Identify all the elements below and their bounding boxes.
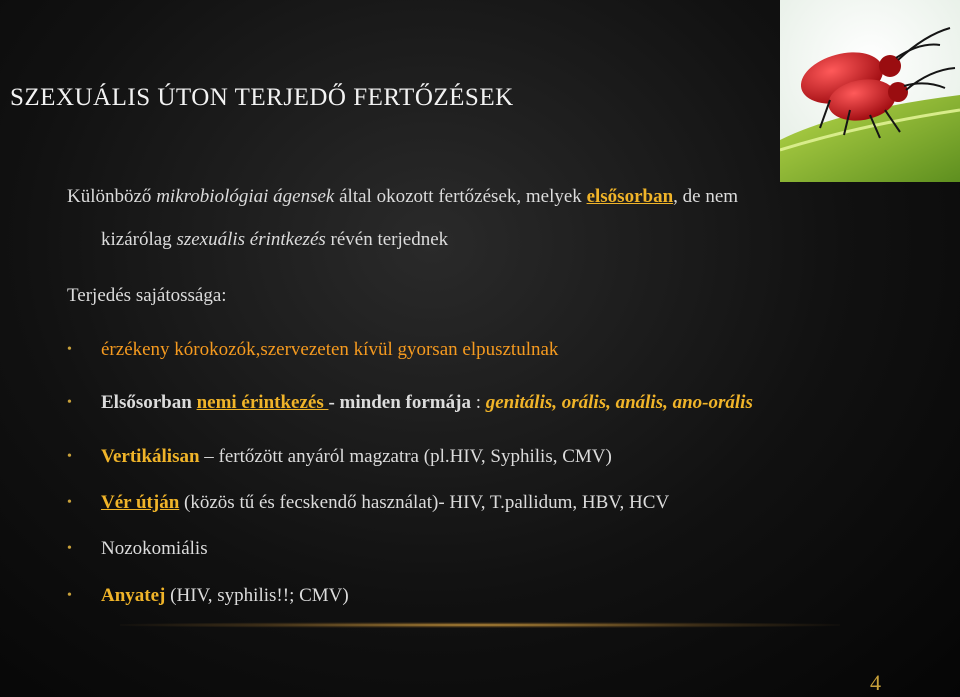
bullet-item: • Vertikálisan – fertőzött anyáról magzatra (pl.HIV, Syphilis, CMV) — [67, 446, 612, 467]
intro-line-3: Terjedés sajátossága: — [67, 285, 227, 306]
bullet-icon: • — [67, 588, 72, 603]
intro-line-1: Különböző mikrobiológiai ágensek által okozott fertőzések, melyek elsősorban, de nem — [67, 186, 739, 207]
bullet-item: • Vér útján (közös tű és fecskendő használat)- HIV, T.pallidum, HBV, HCV — [67, 492, 670, 513]
bullet-icon: • — [67, 449, 72, 464]
bullet-item: • Nozokomiális — [67, 538, 208, 559]
bullet-item: • Elsősorban nemi érintkezés - minden formája : genitális, orális, anális, ano-orális — [67, 392, 753, 413]
gold-divider — [120, 622, 840, 628]
page-number: 4 — [870, 670, 881, 695]
intro-line-2: kizárólag szexuális érintkezés révén terjednek — [101, 229, 449, 250]
bullet-icon: • — [67, 495, 72, 510]
bullet-icon: • — [67, 395, 72, 410]
bullet-item: • érzékeny kórokozók,szervezeten kívül gyorsan elpusztulnak — [67, 339, 559, 360]
bullet-icon: • — [67, 342, 72, 357]
elsosorban-link: elsősorban — [586, 186, 674, 207]
bullet-icon: • — [67, 541, 72, 556]
slide-title: SZEXUÁLIS ÚTON TERJEDŐ FERTŐZÉSEK — [10, 84, 514, 111]
bullet-item: • Anyatej (HIV, syphilis!!; CMV) — [67, 585, 349, 606]
